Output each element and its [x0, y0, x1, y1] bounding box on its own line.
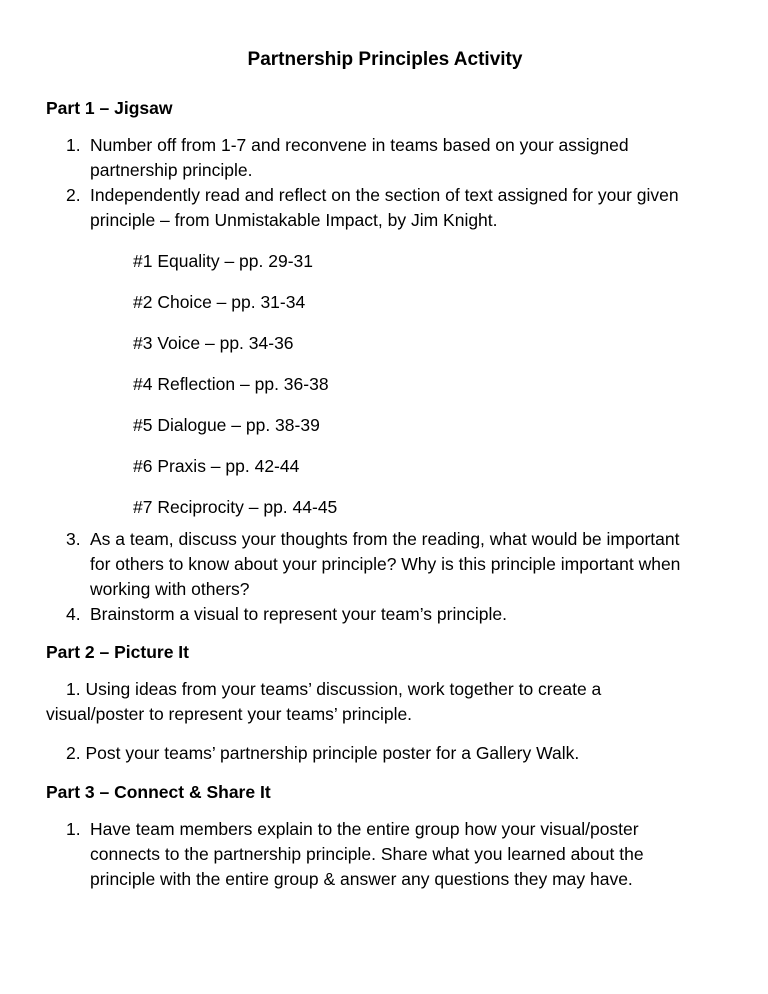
part-2-item	[46, 741, 724, 766]
step-text: As a team, discuss your thoughts from the reading, what would be important for others to know about your principle? Why is this principle important when working with others?	[90, 529, 681, 599]
part-3-heading: Part 3 – Connect & Share It	[46, 782, 271, 802]
part-2-item-text: 2. Post your teams’ partnership principle poster for a Gallery Walk.	[66, 743, 580, 763]
step-number: 4.	[66, 604, 81, 624]
step-text: Brainstorm a visual to represent your team’s principle.	[90, 604, 507, 624]
part-1-step	[46, 602, 684, 627]
principle-item: #4 Reflection – pp. 36-38	[133, 374, 329, 394]
part-3-step	[46, 817, 674, 892]
part-2-heading: Part 2 – Picture It	[46, 642, 189, 662]
step-number: 1.	[66, 135, 81, 155]
step-text: Number off from 1-7 and reconvene in teams based on your assigned partnership principle.	[90, 135, 629, 180]
part-3-steps	[46, 817, 724, 892]
part-1-step	[46, 133, 694, 183]
part-1-steps-continued	[46, 527, 724, 627]
part-2-item	[46, 677, 724, 727]
step-text: Independently read and reflect on the section of text assigned for your given principle – from Unmistakable Impact, by Jim Knight.	[90, 185, 679, 230]
part-1-section	[46, 97, 724, 627]
part-1-steps	[46, 133, 724, 233]
principle-item: #6 Praxis – pp. 42-44	[133, 456, 300, 476]
part-1-heading: Part 1 – Jigsaw	[46, 98, 173, 118]
part-1-step	[46, 527, 684, 602]
step-number: 2.	[66, 185, 81, 205]
step-number: 3.	[66, 529, 81, 549]
part-3-section	[46, 781, 724, 892]
principle-item: #2 Choice – pp. 31-34	[133, 292, 306, 312]
part-2-section	[46, 641, 724, 766]
page-title: Partnership Principles Activity	[247, 49, 523, 70]
principle-item: #5 Dialogue – pp. 38-39	[133, 415, 320, 435]
part-2-item-text: 1. Using ideas from your teams’ discussion, work together to create a visual/poster to represent your teams’ principle.	[46, 679, 602, 724]
principle-item: #1 Equality – pp. 29-31	[133, 251, 313, 271]
principle-item: #3 Voice – pp. 34-36	[133, 333, 294, 353]
principle-list	[46, 250, 724, 518]
step-text: Have team members explain to the entire group how your visual/poster connects to the partnership principle. Share what you learned about the principle with the entire group & answer any questions they may have.	[90, 819, 644, 889]
step-number: 1.	[66, 819, 81, 839]
principle-item: #7 Reciprocity – pp. 44-45	[133, 497, 338, 517]
part-1-step	[46, 183, 694, 233]
